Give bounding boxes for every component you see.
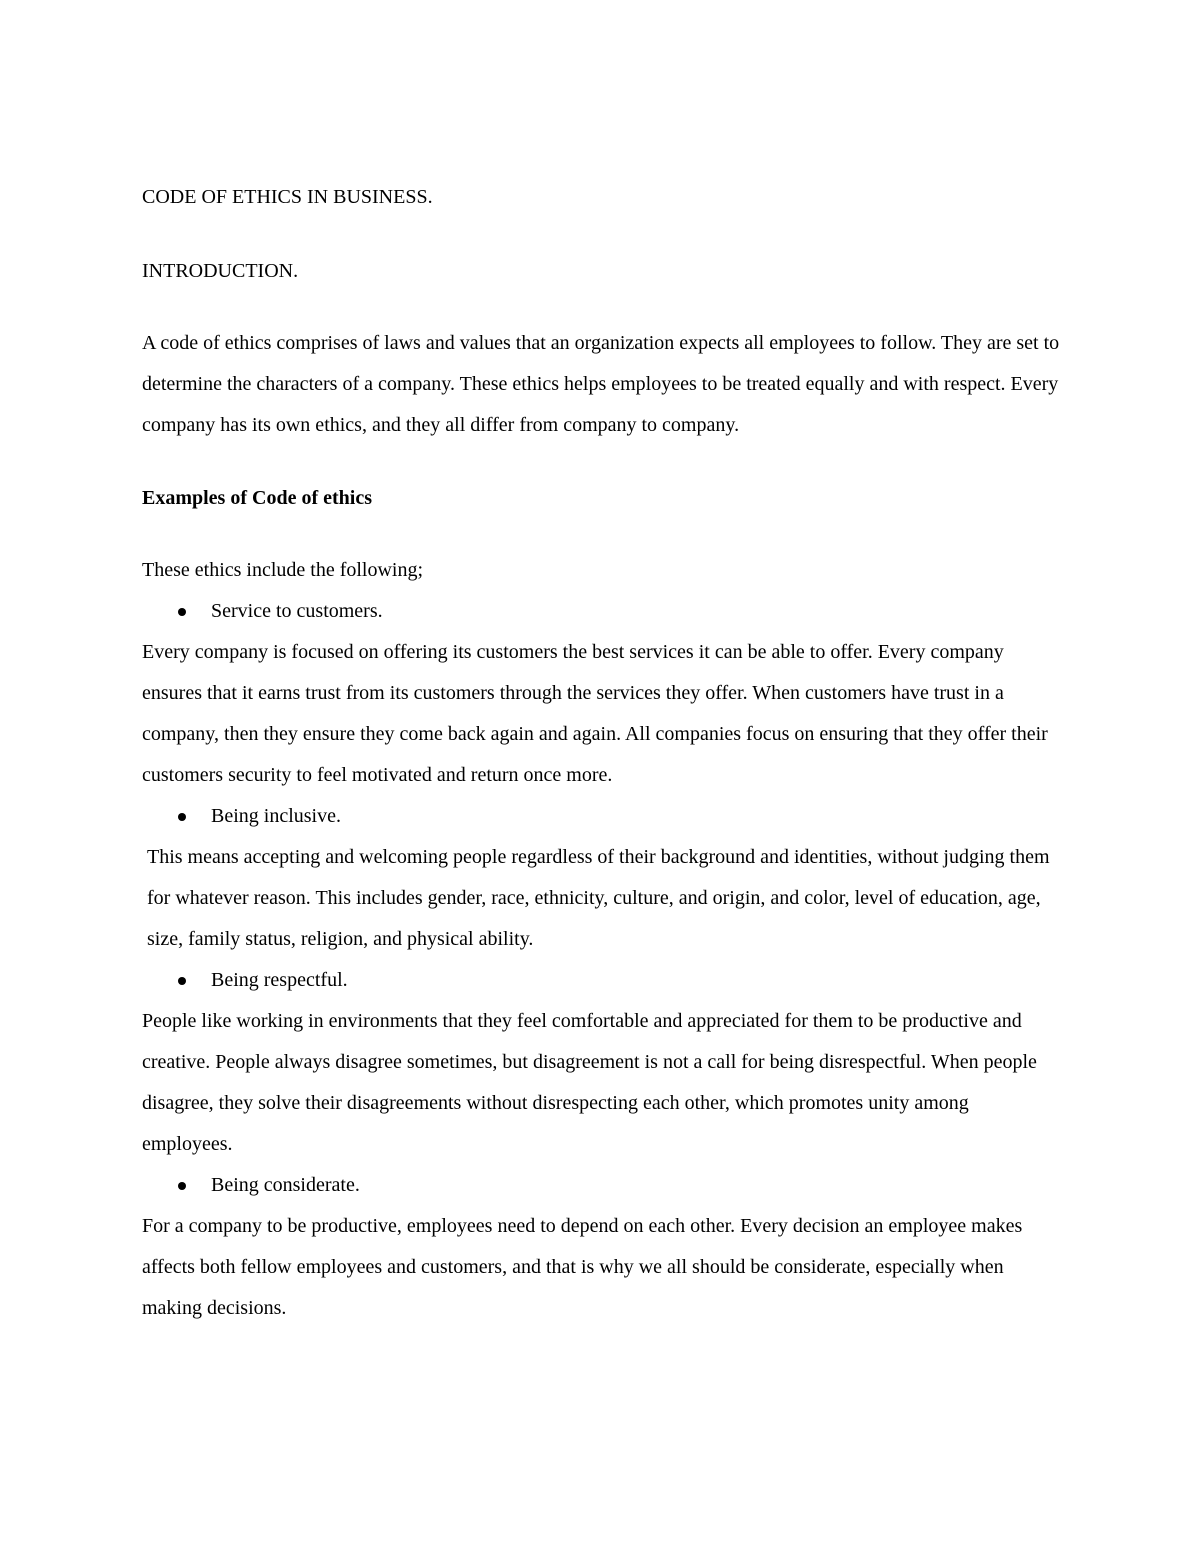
bullet-dot-icon [178,813,186,821]
examples-heading: Examples of Code of ethics [142,487,372,509]
document-page [142,177,1062,1329]
introduction-paragraph: A code of ethics comprises of laws and values that an organization expects all employees to follow. They are set to determine the characters of a company. These ethics helps employees to be treated equally and with respect. Every company has its own ethics, and they all differ from company to company. [142,332,1060,436]
bullet-item-respectful [142,960,1062,1001]
bullet-item-service [142,591,1062,632]
item-paragraph-inclusive: This means accepting and welcoming people regardless of their background and identities, without judging them for whatever reason. This includes gender, race, ethnicity, culture, and origin, and color, level of education, age, size, family status, religion, and physical ability. [147,846,1050,950]
bullet-label: Service to customers. [211,600,383,622]
bullet-label: Being respectful. [211,969,348,991]
bullet-item-considerate [142,1165,1062,1206]
item-paragraph-service: Every company is focused on offering its customers the best services it can be able to offer. Every company ensures that it earns trust from its customers through the services they offer. When customers have trust in a company, then they ensure they come back again and again. All companies focus on ensuring that they offer their customers security to feel motivated and return once more. [142,641,1048,786]
bullet-label: Being inclusive. [211,805,341,827]
bullet-dot-icon [178,977,186,985]
examples-lead: These ethics include the following; [142,559,424,581]
introduction-heading: INTRODUCTION. [142,260,299,282]
bullet-dot-icon [178,1182,186,1190]
item-paragraph-considerate: For a company to be productive, employees need to depend on each other. Every decision an employee makes affects both fellow employees and customers, and that is why we all should be considerate, especially when making decisions. [142,1215,1023,1319]
bullet-label: Being considerate. [211,1174,360,1196]
bullet-item-inclusive [142,796,1062,837]
bullet-dot-icon [178,608,186,616]
document-title: CODE OF ETHICS IN BUSINESS. [142,186,433,208]
item-paragraph-respectful: People like working in environments that they feel comfortable and appreciated for them to be productive and creative. People always disagree sometimes, but disagreement is not a call for being disrespectful. When people disagree, they solve their disagreements without disrespecting each other, which promotes unity among employees. [142,1010,1037,1155]
